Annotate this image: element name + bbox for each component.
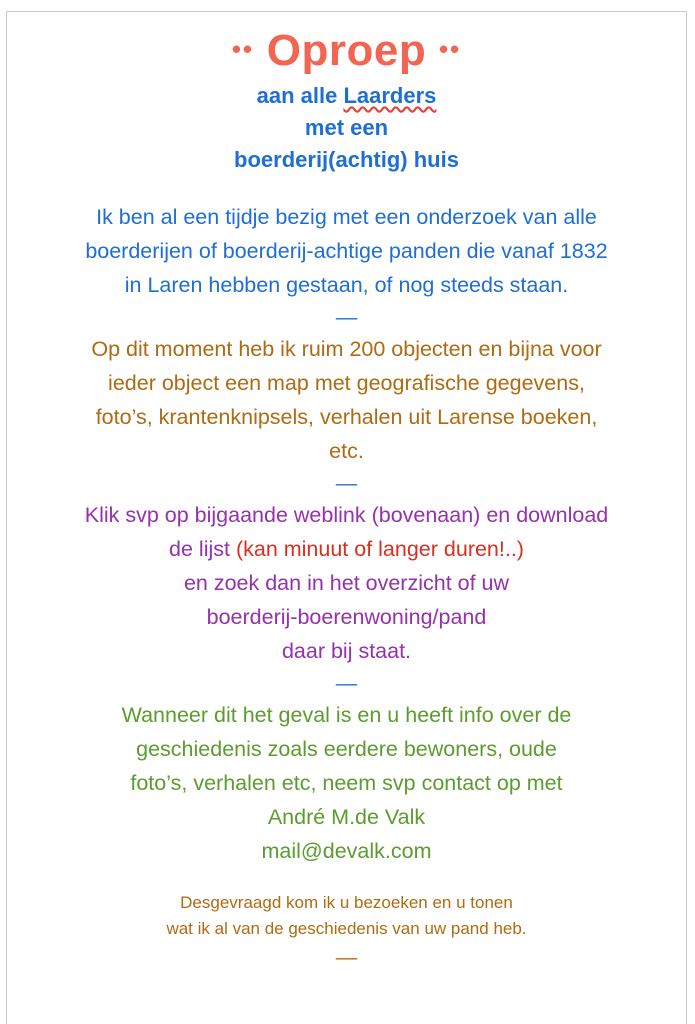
collection-line: etc. (329, 439, 364, 463)
instructions-line: daar bij staat. (281, 639, 412, 663)
subtitle-line-1-prefix: aan alle (256, 83, 344, 108)
intro-paragraph (7, 200, 686, 302)
collection-line: Op dit moment heb ik ruim 200 objecten en bijna voor (91, 337, 602, 361)
contact-line: Wanneer dit het geval is en u heeft info over de (121, 703, 572, 727)
intro-line: in Laren hebben gestaan, of nog steeds staan. (124, 273, 569, 297)
collection-line: ieder object een map met geografische gegevens, (108, 371, 585, 395)
contact-line: foto’s, verhalen etc, neem svp contact op met (130, 771, 563, 795)
instructions-line: Klik svp op bijgaande weblink (bovenaan) en download (84, 503, 609, 527)
download-warning: (kan minuut of langer duren!..) (235, 537, 524, 561)
collection-paragraph (7, 332, 686, 468)
instructions-line: boerderij-boerenwoning/pand (206, 605, 487, 629)
subtitle-line-2: met een (304, 115, 389, 140)
intro-line: Ik ben al een tijdje bezig met een onderzoek van alle (96, 205, 597, 229)
contact-line: geschiedenis zoals eerdere bewoners, oude (136, 737, 557, 761)
intro-line: boerderijen of boerderij-achtige panden die vanaf 1832 (85, 239, 608, 263)
instructions-line-2-prefix: de lijst (169, 537, 236, 561)
separator-dash: — (335, 471, 358, 495)
contact-paragraph (7, 698, 686, 868)
separator-dash: — (335, 671, 358, 695)
collection-line: foto’s, krantenknipsels, verhalen uit Larense boeken, (95, 405, 598, 429)
instructions-line: en zoek dan in het overzicht of uw (183, 571, 510, 595)
contact-name: André M.de Valk (267, 805, 426, 829)
document-page (6, 11, 687, 1024)
closing-line: Desgevraagd kom ik u bezoeken en u tonen (180, 893, 513, 912)
contact-email: mail@devalk.com (261, 839, 432, 863)
closing-line: wat ik al van de geschiedenis van uw pand heb. (166, 919, 527, 938)
closing-paragraph (7, 890, 686, 942)
title-dots-right: •• (438, 34, 462, 65)
spellcheck-underlined-word: Laarders (343, 83, 437, 108)
subtitle-line-1 (7, 80, 686, 112)
page-title (7, 22, 686, 80)
separator-dash: — (335, 305, 358, 329)
subtitle (7, 80, 686, 176)
title-text: Oproep (266, 26, 427, 75)
separator-dash: — (335, 945, 358, 969)
instructions-line (21, 532, 672, 566)
title-dots-left: •• (231, 34, 255, 65)
subtitle-line-3: boerderij(achtig) huis (234, 147, 459, 172)
instructions-paragraph (7, 498, 686, 668)
